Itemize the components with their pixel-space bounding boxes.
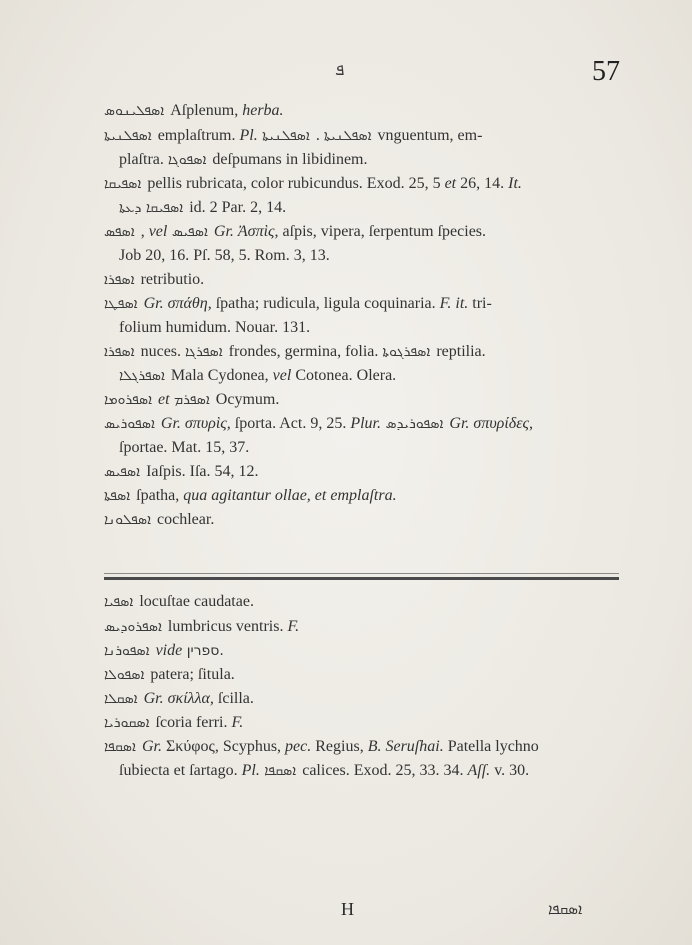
italic-text: herba. — [242, 102, 284, 119]
syriac-headword: ܐܣܦܪܘܕܝܣ — [104, 619, 162, 635]
syriac-headword: ܐܣܦܝܩܐ ܕܥܬܐ — [119, 200, 184, 216]
latin-text: lumbricus ventris. — [163, 618, 288, 635]
latin-text: reptilia. — [432, 343, 486, 360]
syriac-headword: ܐܣܦܪܘܡܐ — [104, 392, 153, 408]
entry-line — [104, 174, 522, 194]
latin-text: ſportae. Mat. 15, 37. — [119, 439, 250, 456]
italic-text: Gr. — [143, 690, 164, 707]
entry-line — [104, 617, 299, 637]
syriac-headword: ܐܣܦܪܐ — [104, 344, 135, 360]
entry-line — [104, 390, 279, 410]
greek-word: Ἀσπὶς, — [237, 223, 279, 240]
syriac-headword: ܐܣܦܣ — [104, 224, 135, 240]
entry-line — [104, 342, 486, 362]
signature-mark: H — [341, 899, 354, 919]
latin-text: v. 30. — [490, 762, 530, 779]
latin-text: ſubiecta et ſartago. — [119, 762, 242, 779]
latin-text: frondes, germina, folia. — [224, 343, 383, 360]
italic-text: Gr. — [141, 738, 162, 755]
latin-text: id. 2 Par. 2, 14. — [185, 199, 287, 216]
page-number: 57 — [592, 56, 620, 87]
greek-word: σπυρίδες, — [473, 415, 534, 432]
syriac-headword: ܐܣܦܠܘܢܐ — [104, 512, 152, 528]
latin-text: deſpumans in libidinem. — [208, 151, 368, 168]
entry-line — [104, 665, 235, 685]
italic-text: F. — [287, 618, 300, 635]
entry-line — [104, 486, 397, 506]
hebrew-word: ספרין. — [182, 643, 224, 659]
italic-text: Gr. — [143, 295, 164, 312]
latin-text: ſpatha; rudicula, ligula coquinaria. — [211, 295, 440, 312]
syriac-headword: ܐܣܦܛܐ — [104, 296, 138, 312]
section-rule-thin — [104, 573, 619, 574]
latin-text: plaſtra. — [119, 151, 168, 168]
italic-text: vel — [148, 223, 168, 240]
latin-text: Cotonea. Olera. — [291, 367, 397, 384]
entry-line — [119, 438, 249, 458]
latin-text: . — [311, 127, 324, 144]
italic-text: B. Seruſhai. — [367, 738, 444, 755]
italic-text: It. — [508, 175, 522, 192]
latin-text: ſcoria ferri. — [151, 714, 232, 731]
latin-text: Aſplenum, — [166, 102, 243, 119]
entry-line — [104, 101, 284, 121]
latin-text: locuſtae caudatae. — [135, 593, 254, 610]
latin-text: aſpis, vipera, ſerpentum ſpecies. — [278, 223, 487, 240]
italic-text: Gr. — [213, 223, 234, 240]
italic-text: Plur. — [350, 415, 381, 432]
syriac-headword: ܐܣܩܦܐ — [104, 739, 136, 755]
syriac-headword: ܐܣܩܦܐ — [259, 763, 297, 779]
entry-line — [104, 222, 486, 242]
entry-line — [104, 126, 482, 146]
entry-line — [104, 294, 492, 314]
entry-line — [104, 737, 539, 757]
syriac-headword: ܐܣܦܪܓܠܐ — [119, 368, 165, 384]
running-letter: ܦ — [335, 60, 345, 80]
syriac-headword: ܐܣܦܠܢܝܬܐ — [257, 128, 372, 144]
syriac-headword: ܐܣܩܘܪܝܐ — [104, 715, 150, 731]
italic-text: Gr. — [449, 415, 470, 432]
italic-text: F. — [439, 295, 452, 312]
greek-word: σπυρὶς, — [184, 415, 231, 432]
italic-text: pec. — [285, 738, 312, 755]
greek-word: σπάθη, — [167, 295, 212, 312]
latin-text: nuces. — [136, 343, 186, 360]
latin-text: patera; ſitula. — [146, 666, 235, 683]
italic-text: qua agitantur ollae, et emplaſtra. — [183, 487, 397, 504]
syriac-headword: ܐܣܦܝܩܐ — [104, 176, 142, 192]
entry-line — [104, 270, 204, 290]
syriac-headword: ܐܣܦܘܓܐ — [167, 152, 207, 168]
syriac-headword: ܐܣܦܘܪܝܕܣ — [381, 416, 444, 432]
running-header — [0, 56, 692, 90]
syriac-headword: ܐܣܦܪܡ — [169, 392, 210, 408]
latin-text: Job 20, 16. Pſ. 58, 5. Rom. 3, 13. — [119, 247, 330, 264]
syriac-headword: ܐܣܦܝܐ — [104, 594, 134, 610]
entry-line — [119, 198, 286, 218]
syriac-headword: ܐܣܩܠܐ — [104, 691, 138, 707]
latin-text: , — [136, 223, 149, 240]
latin-text: Patella lychno — [443, 738, 539, 755]
latin-text: tri- — [468, 295, 492, 312]
entry-line — [104, 713, 243, 733]
syriac-headword: ܐܣܦܠܝܢܘܣ — [104, 103, 165, 119]
latin-text: ſpatha, — [132, 487, 184, 504]
latin-text: Σκύφος, Scyphus, — [161, 738, 286, 755]
entry-line — [104, 641, 224, 661]
latin-text: Iaſpis. Iſa. 54, 12. — [142, 463, 259, 480]
latin-text: emplaſtrum. — [153, 127, 240, 144]
italic-text: Gr. — [160, 415, 181, 432]
italic-text: F. — [231, 714, 244, 731]
syriac-headword: ܐܣܦܬܐ — [104, 488, 131, 504]
syriac-headword: ܐܣܦܘܠܐ — [104, 667, 145, 683]
entry-line — [119, 150, 368, 170]
entry-line — [104, 592, 254, 612]
syriac-headword: ܐܣܦܘܪܢܐ — [104, 643, 150, 659]
latin-text: vnguentum, em- — [373, 127, 483, 144]
italic-text: vide — [155, 642, 183, 659]
italic-text: et — [158, 391, 170, 408]
entry-line — [104, 510, 214, 530]
latin-text: 26, 14. — [456, 175, 509, 192]
entry-line — [104, 414, 533, 434]
entry-line — [119, 366, 396, 386]
latin-text: calices. Exod. 25, 33. 34. — [298, 762, 468, 779]
latin-text: cochlear. — [153, 511, 215, 528]
latin-text: ſporta. Act. 9, 25. — [230, 415, 351, 432]
syriac-headword: ܐܣܦܠܢܝܬܐ — [104, 128, 152, 144]
italic-text: Pl. — [239, 127, 258, 144]
syriac-headword: ܐܣܦܝܣ — [104, 464, 141, 480]
entry-line — [119, 761, 529, 781]
entry-line — [119, 246, 330, 266]
syriac-headword: ܐܣܦܠܢܝܬܐ — [262, 128, 310, 144]
syriac-headword: ܐܣܦܪܓܐ — [185, 344, 223, 360]
latin-text: ſcilla. — [213, 690, 254, 707]
latin-text: Mala Cydonea, — [166, 367, 273, 384]
syriac-headword: ܐܣܦܝܣ — [167, 224, 208, 240]
italic-text: it. — [455, 295, 469, 312]
latin-text: Ocymum. — [211, 391, 280, 408]
greek-word: σκίλλα, — [167, 690, 214, 707]
latin-text: retributio. — [136, 271, 205, 288]
entry-line — [104, 462, 259, 482]
entry-line — [119, 318, 310, 338]
latin-text: Regius, — [311, 738, 368, 755]
catchword: ܐܣܩܦܐ — [548, 900, 583, 918]
syriac-headword: ܐܣܦܪܓܘܬܐ — [382, 344, 431, 360]
latin-text: folium humidum. Nouar. 131. — [119, 319, 311, 336]
italic-text: Aſſ. — [467, 762, 491, 779]
italic-text: vel — [272, 367, 292, 384]
italic-text: et — [444, 175, 457, 192]
entry-line — [104, 689, 254, 709]
section-rule-thick — [104, 577, 619, 580]
latin-text: pellis rubricata, color rubicundus. Exod. 25, 5 — [143, 175, 445, 192]
italic-text: Pl. — [241, 762, 260, 779]
syriac-headword: ܐܣܦܘܪܝܣ — [104, 416, 155, 432]
syriac-headword: ܐܣܦܪܐ — [104, 272, 135, 288]
